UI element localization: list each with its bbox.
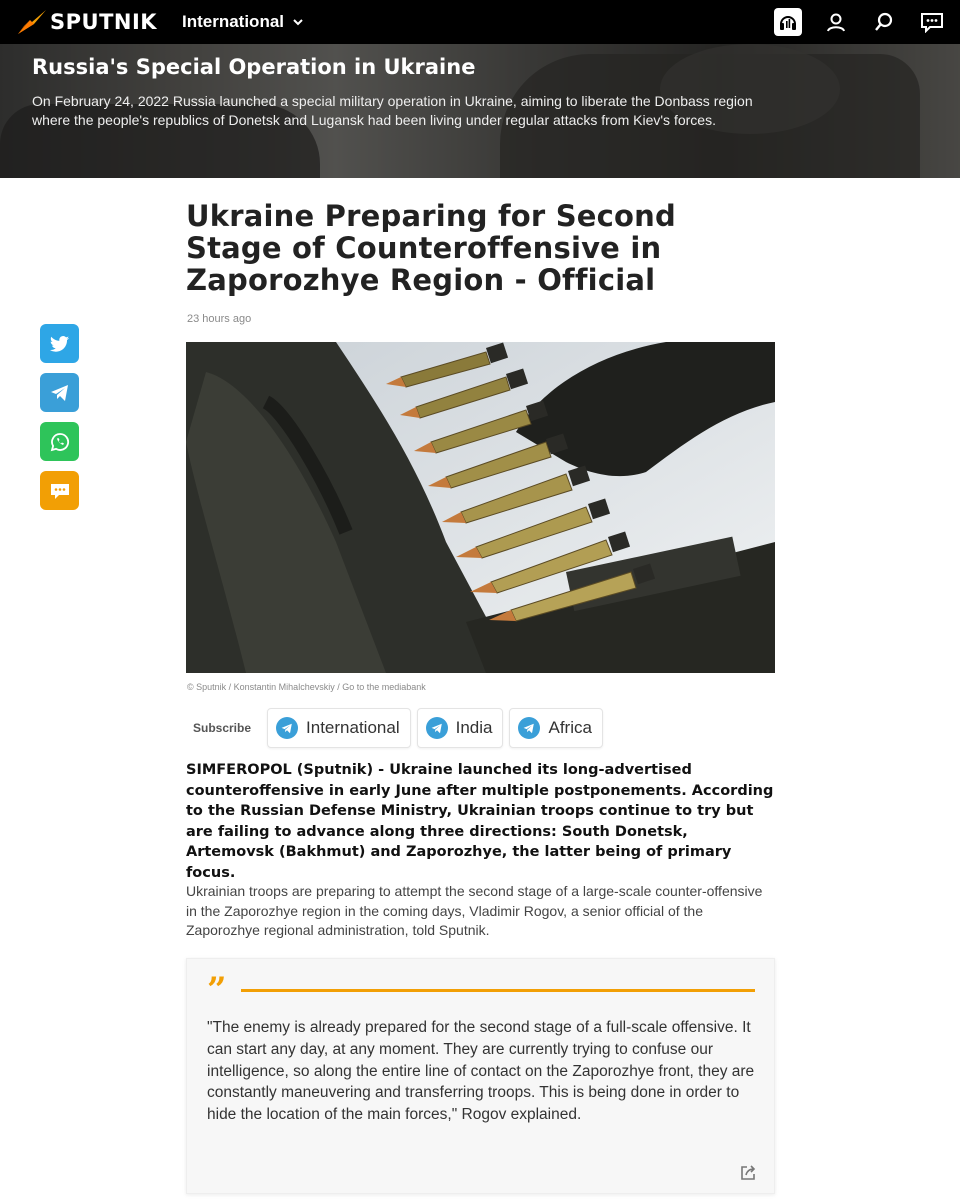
article-lead: SIMFEROPOL (Sputnik) - Ukraine launched its long-advertised counteroffensive in early June after multiple postponements. According to the Russian Defense Ministry, Ukrainian troops continue to try but are failing to advance along three directions: South Donetsk, Artemovsk (Bakhmut) and Zaporozhye, the latter being of primary focus.	[186, 762, 774, 881]
subscribe-bar	[193, 708, 609, 748]
subscribe-international-button[interactable]	[267, 708, 411, 748]
telegram-icon	[50, 384, 70, 402]
search-button[interactable]	[870, 8, 898, 36]
subscribe-channel-label: Africa	[548, 718, 592, 737]
chevron-down-icon	[292, 16, 304, 28]
article-timestamp: 23 hours ago	[187, 313, 252, 325]
article-paragraph: Ukrainian troops are preparing to attempt the second stage of a large-scale counter-offensive in the Zaporozhye region in the coming days, Vladimir Rogov, a senior official of the Zaporozhye regional administration, told Sputnik.	[186, 883, 763, 938]
topic-description: On February 24, 2022 Russia launched a special military operation in Ukraine, aiming to liberate the Donbass region where the people's republics of Donetsk and Lugansk had been living under regular attacks from Kiev's forces.	[32, 93, 753, 128]
share-telegram-button[interactable]	[40, 373, 79, 412]
comment-icon	[50, 482, 70, 500]
radio-icon	[777, 11, 799, 33]
comments-button[interactable]	[40, 471, 79, 510]
top-navigation-bar	[0, 0, 960, 44]
photo-caption[interactable]: © Sputnik / Konstantin Mihalchevskiy / Go to the mediabank	[187, 682, 426, 692]
telegram-icon	[276, 717, 298, 739]
share-quote-icon[interactable]	[738, 1163, 758, 1183]
telegram-icon	[426, 717, 448, 739]
sputnik-logo-icon	[16, 8, 48, 36]
search-icon	[873, 11, 895, 33]
article-headline: Ukraine Preparing for Second Stage of Counteroffensive in Zaporozhye Region - Official	[186, 199, 676, 297]
user-icon	[825, 11, 847, 33]
chat-button[interactable]	[918, 8, 946, 36]
user-button[interactable]	[822, 8, 850, 36]
edition-label: International	[182, 12, 285, 31]
whatsapp-icon	[50, 432, 70, 452]
article-photo[interactable]	[186, 342, 775, 673]
edition-selector[interactable]	[182, 12, 304, 32]
header-actions	[774, 8, 946, 36]
ammunition-belt-image	[186, 342, 775, 673]
share-twitter-button[interactable]	[40, 324, 79, 363]
telegram-icon	[518, 717, 540, 739]
subscribe-label: Subscribe	[193, 721, 252, 735]
subscribe-channel-label: International	[306, 718, 400, 737]
chat-icon	[920, 11, 944, 33]
radio-button[interactable]	[774, 8, 802, 36]
quote-block	[186, 958, 775, 1194]
subscribe-india-button[interactable]	[417, 708, 504, 748]
subscribe-africa-button[interactable]	[509, 708, 602, 748]
share-whatsapp-button[interactable]	[40, 422, 79, 461]
topic-title[interactable]: Russia's Special Operation in Ukraine	[32, 55, 476, 79]
quote-text: "The enemy is already prepared for the second stage of a full-scale offensive. It can start any day, at any moment. They are currently trying to confuse our intelligence, so along the entire line of contact on the Zaporozhye front, they are constantly maneuvering and transferring troops. This is being done in order to hide the location of the main forces," Rogov explained.	[207, 1019, 755, 1124]
logo-text: SPUTNIK	[50, 10, 158, 34]
quote-divider	[241, 989, 755, 992]
sputnik-logo[interactable]	[16, 8, 157, 36]
twitter-icon	[50, 335, 70, 353]
share-rail	[40, 324, 79, 510]
subscribe-channel-label: India	[455, 718, 493, 737]
topic-banner[interactable]	[0, 44, 960, 178]
quote-mark-icon: ”	[207, 970, 227, 1010]
